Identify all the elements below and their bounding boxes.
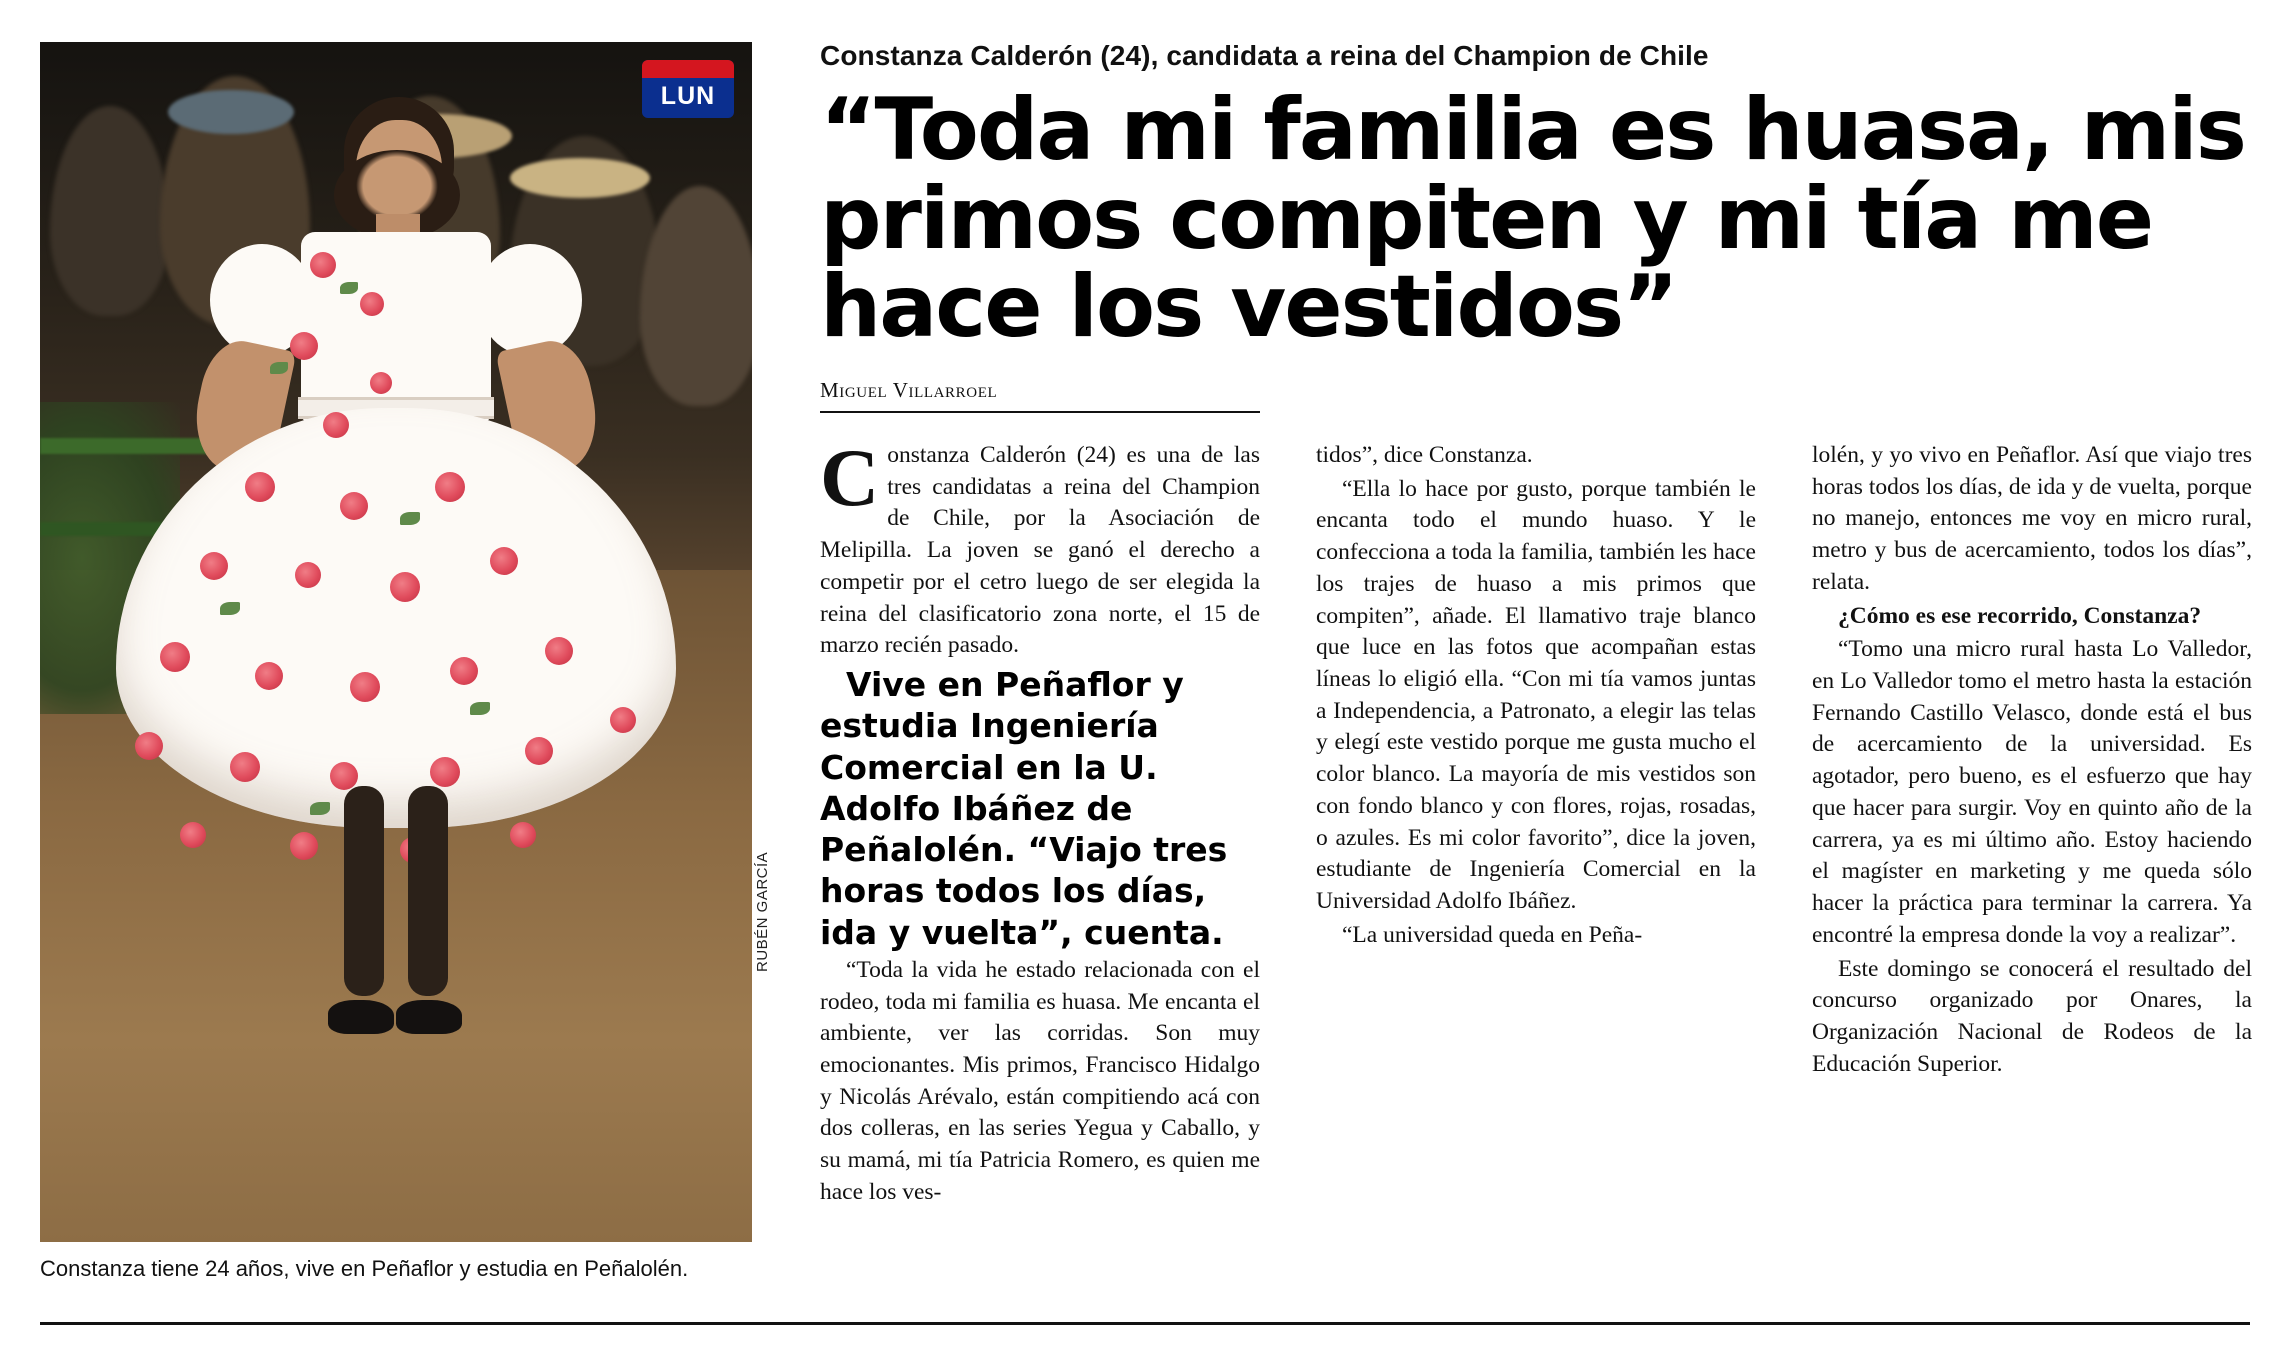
photo-subject-sleeve-left xyxy=(210,244,314,356)
article-photo xyxy=(40,42,752,1242)
photo-subject-legs xyxy=(338,786,456,1026)
article-body xyxy=(820,40,2252,1302)
lun-logo-text: LUN xyxy=(660,81,716,110)
lun-logo xyxy=(642,60,734,118)
article-column-3 xyxy=(1812,440,2252,1082)
article-column-2 xyxy=(1316,440,1756,954)
pull-quote: Vive en Peñaflor y estudia Ingeniería Comercial en la U. Adolfo Ibáñez de Peñalolén. “Viajo tres horas todos los días, ida y vuelta”, cuenta. xyxy=(820,665,1228,952)
paragraph: “Toda la vida he estado relacionada con el rodeo, toda mi familia es huasa. Me encanta el ambiente, ver las corridas. Son muy emocionantes. Mis primos, Francisco Hidalgo y Nicolás Arévalo, están compitiendo acá con dos colleras, en las series Yegua y Caballo, y su mamá, mi tía Patricia Romero, es quien me hace los ves- xyxy=(820,956,1260,1205)
photo-caption: Constanza tiene 24 años, vive en Peñaflor y estudia en Peñalolén. xyxy=(40,1256,689,1281)
page-bottom-rule xyxy=(40,1322,2250,1325)
article-kicker: Constanza Calderón (24), candidata a reina del Champion de Chile xyxy=(820,40,1709,71)
paragraph: tidos”, dice Constanza. xyxy=(1316,442,1533,468)
photo-subject-sleeve-right xyxy=(478,244,582,356)
article-subheading: ¿Cómo es ese recorrido, Constanza? xyxy=(1838,602,2202,629)
article-column-1 xyxy=(820,432,1260,1211)
paragraph: Constanza Calderón (24) es una de las tres candidatas a reina del Champion de Chile, por la Asociación de Melipilla. La joven se ganó el derecho a competir por el cetro luego de ser elegida la reina del clasificatorio zona norte, el 15 de marzo recién pasado. xyxy=(820,432,1260,659)
paragraph: Este domingo se conocerá el resultado del concurso organizado por Onares, la Organización Nacional de Rodeos de la Educación Superior. xyxy=(1812,955,2252,1077)
article-headline: “Toda mi familia es huasa, mis primos compiten y mi tía me hace los vestidos” xyxy=(820,80,2245,358)
photo-block xyxy=(40,42,780,1281)
article-columns xyxy=(820,432,2252,1302)
paragraph: “La universidad queda en Peña- xyxy=(1342,921,1643,948)
photo-credit: RUBÉN GARCÍA xyxy=(754,851,771,972)
paragraph: “Ella lo hace por gusto, porque también le encanta todo el mundo huaso. Y le confecciona a toda la familia, también les hace los trajes de huaso a mis primos que compiten”, añade. El llamativo traje blanco que luce en las fotos que acompañan estas líneas lo eligió ella. “Con mi tía vamos juntas a Independencia, a Patronato, a elegir las telas y elegí este vestido porque me gusta mucho el color blanco. La mayoría de mis vestidos son con fondo blanco y con flores, rojas, rosadas, o azules. Es mi color favorito”, dice la joven, estudiante de Ingeniería Comercial en la Universidad Adolfo Ibáñez. xyxy=(1316,475,1756,915)
photo-subject-bodice xyxy=(301,232,491,422)
paragraph: “Tomo una micro rural hasta Lo Valledor, en Lo Valledor tomo el metro hasta la estación Fernando Castillo Velasco, donde está el bus de acercamiento de la universidad. Es agotador, pero bueno, es el esfuerzo que hay que hacer para surgir. Voy en quinto año de la carrera, ya es mi último año. Estoy haciendo el magíster en marketing y me queda sólo hacer la práctica para terminar la carrera. Ya encontré la empresa donde la voy a realizar”. xyxy=(1812,636,2252,948)
lun-logo-red-bar xyxy=(642,60,734,78)
byline-block xyxy=(820,378,1260,413)
article-byline: Miguel Villarroel xyxy=(820,378,1260,413)
paragraph: lolén, y yo vivo en Peñaflor. Así que viajo tres horas todos los días, de ida y de vuelta, porque no manejo, entonces me voy en micro rural, metro y bus de acercamiento, todos los días”, relata. xyxy=(1812,442,2252,595)
